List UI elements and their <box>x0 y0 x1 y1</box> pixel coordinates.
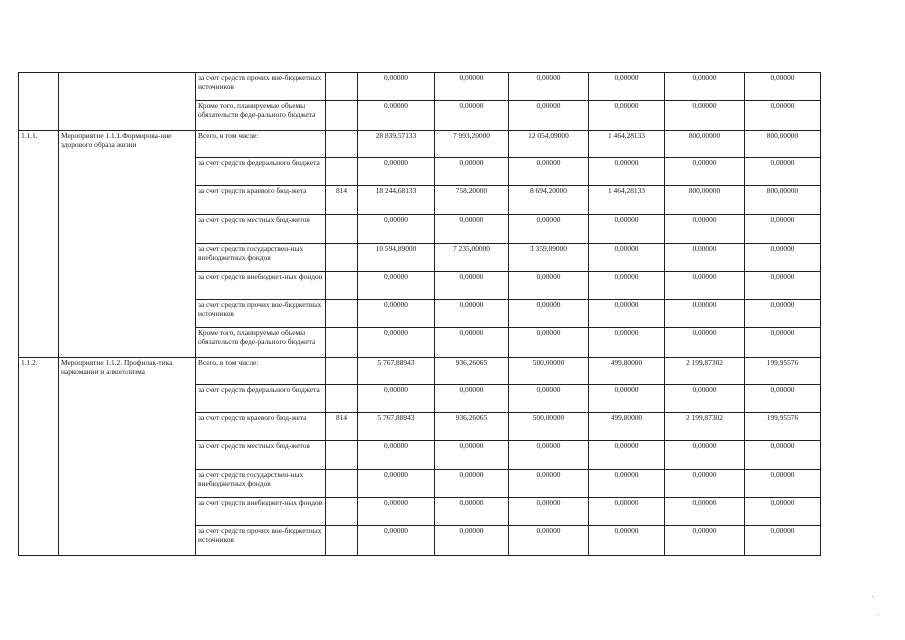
amount-cell: 0,00000 <box>745 385 821 413</box>
amount-cell: 0,00000 <box>665 526 745 556</box>
amount-cell: 10 594,89000 <box>358 244 435 272</box>
amount-cell: 800,00000 <box>745 186 821 215</box>
amount-cell: 0,00000 <box>358 158 435 186</box>
amount-cell: 0,00000 <box>745 101 821 131</box>
amount-cell: 0,00000 <box>589 470 665 498</box>
amount-cell: 7 993,20000 <box>435 131 509 158</box>
amount-cell: 0,00000 <box>358 470 435 498</box>
amount-cell: 0,00000 <box>745 526 821 556</box>
amount-cell: 0,00000 <box>665 101 745 131</box>
table-row <box>19 358 821 385</box>
amount-cell: 0,00000 <box>589 244 665 272</box>
amount-cell: 499,80000 <box>589 413 665 441</box>
amount-cell: 0,00000 <box>358 101 435 131</box>
funding-source-cell: за счет средств внебюджет-ных фондов <box>196 498 326 526</box>
grbs-code-cell <box>326 358 358 385</box>
amount-cell: 0,00000 <box>358 300 435 328</box>
amount-cell: 8 694,20000 <box>509 186 589 215</box>
amount-cell: 0,00000 <box>665 498 745 526</box>
amount-cell: 2 199,87302 <box>665 358 745 385</box>
amount-cell: 0,00000 <box>435 385 509 413</box>
amount-cell: 0,00000 <box>358 385 435 413</box>
scan-speck <box>872 596 873 597</box>
amount-cell: 1 464,28133 <box>589 131 665 158</box>
amount-cell: 0,00000 <box>665 73 745 101</box>
funding-source-cell: Кроме того, планируемые объемы обязательств феде-рального бюджета <box>196 101 326 131</box>
amount-cell: 0,00000 <box>509 158 589 186</box>
funding-source-cell: за счет средств прочих вне-бюджетных источников <box>196 300 326 328</box>
amount-cell: 499,80000 <box>589 358 665 385</box>
amount-cell: 0,00000 <box>745 498 821 526</box>
amount-cell: 0,00000 <box>589 441 665 470</box>
amount-cell: 758,20000 <box>435 186 509 215</box>
amount-cell: 0,00000 <box>435 526 509 556</box>
amount-cell: 0,00000 <box>509 73 589 101</box>
grbs-code-cell <box>326 101 358 131</box>
amount-cell: 0,00000 <box>509 215 589 244</box>
amount-cell: 0,00000 <box>435 73 509 101</box>
amount-cell: 800,00000 <box>665 131 745 158</box>
grbs-code-cell <box>326 385 358 413</box>
amount-cell: 0,00000 <box>358 526 435 556</box>
funding-source-cell: за счет средств прочих вне-бюджетных источников <box>196 73 326 101</box>
amount-cell: 0,00000 <box>665 441 745 470</box>
event-code-cell: 1.1.2. <box>19 358 59 556</box>
funding-source-cell: за счет средств внебюджет-ных фондов <box>196 272 326 300</box>
funding-source-cell: за счет средств государствен-ных внебюджетных фондов <box>196 244 326 272</box>
amount-cell: 5 767,88943 <box>358 413 435 441</box>
funding-source-cell: Всего, в том числе: <box>196 131 326 158</box>
amount-cell: 0,00000 <box>509 328 589 358</box>
funding-source-cell: за счет средств федерального бюджета <box>196 385 326 413</box>
amount-cell: 0,00000 <box>589 101 665 131</box>
grbs-code-cell <box>326 498 358 526</box>
amount-cell: 0,00000 <box>358 498 435 526</box>
amount-cell: 0,00000 <box>589 73 665 101</box>
amount-cell: 28 839,57133 <box>358 131 435 158</box>
amount-cell: 0,00000 <box>435 272 509 300</box>
grbs-code-cell <box>326 441 358 470</box>
funding-source-cell: за счет средств местных бюд-жетов <box>196 441 326 470</box>
grbs-code-cell <box>326 215 358 244</box>
grbs-code-cell <box>326 526 358 556</box>
amount-cell: 0,00000 <box>665 470 745 498</box>
budget-table-body <box>19 73 821 556</box>
amount-cell: 0,00000 <box>435 328 509 358</box>
amount-cell: 18 244,68133 <box>358 186 435 215</box>
amount-cell: 1 464,28133 <box>589 186 665 215</box>
amount-cell: 0,00000 <box>435 101 509 131</box>
amount-cell: 0,00000 <box>745 328 821 358</box>
amount-cell: 0,00000 <box>435 470 509 498</box>
amount-cell: 0,00000 <box>509 470 589 498</box>
amount-cell: 0,00000 <box>665 328 745 358</box>
grbs-code-cell: 814 <box>326 186 358 215</box>
amount-cell: 7 235,00000 <box>435 244 509 272</box>
funding-source-cell: Кроме того, планируемые объемы обязательств феде-рального бюджета <box>196 328 326 358</box>
amount-cell: 0,00000 <box>435 215 509 244</box>
event-name-cell <box>59 73 196 131</box>
amount-cell: 936,26065 <box>435 358 509 385</box>
grbs-code-cell <box>326 158 358 186</box>
amount-cell: 0,00000 <box>665 158 745 186</box>
grbs-code-cell <box>326 300 358 328</box>
funding-source-cell: за счет средств прочих вне-бюджетных источников <box>196 526 326 556</box>
amount-cell: 0,00000 <box>589 328 665 358</box>
event-code-cell <box>19 73 59 131</box>
amount-cell: 0,00000 <box>745 215 821 244</box>
amount-cell: 0,00000 <box>589 215 665 244</box>
amount-cell: 800,00000 <box>665 186 745 215</box>
event-name-cell: Мероприятие 1.1.1.Формирова-ние здорового образа жизни <box>59 131 196 358</box>
amount-cell: 0,00000 <box>358 328 435 358</box>
amount-cell: 0,00000 <box>665 300 745 328</box>
scan-speck <box>877 614 878 615</box>
amount-cell: 936,26065 <box>435 413 509 441</box>
document-page <box>18 72 821 556</box>
amount-cell: 199,95576 <box>745 358 821 385</box>
table-row <box>19 131 821 158</box>
amount-cell: 0,00000 <box>745 300 821 328</box>
amount-cell: 0,00000 <box>509 441 589 470</box>
amount-cell: 0,00000 <box>509 526 589 556</box>
funding-source-cell: Всего, в том числе: <box>196 358 326 385</box>
amount-cell: 0,00000 <box>665 244 745 272</box>
amount-cell: 0,00000 <box>589 385 665 413</box>
amount-cell: 0,00000 <box>665 385 745 413</box>
amount-cell: 0,00000 <box>745 73 821 101</box>
amount-cell: 0,00000 <box>509 385 589 413</box>
amount-cell: 0,00000 <box>358 441 435 470</box>
amount-cell: 0,00000 <box>745 470 821 498</box>
grbs-code-cell <box>326 470 358 498</box>
amount-cell: 0,00000 <box>358 272 435 300</box>
funding-source-cell: за счет средств краевого бюд-жета <box>196 186 326 215</box>
event-name-cell: Мероприятие 1.1.2. Профилак-тика наркомании и алкоголизма <box>59 358 196 556</box>
funding-source-cell: за счет средств федерального бюджета <box>196 158 326 186</box>
amount-cell: 0,00000 <box>509 300 589 328</box>
amount-cell: 0,00000 <box>589 498 665 526</box>
grbs-code-cell <box>326 73 358 101</box>
amount-cell: 0,00000 <box>509 272 589 300</box>
grbs-code-cell: 814 <box>326 413 358 441</box>
amount-cell: 0,00000 <box>435 158 509 186</box>
amount-cell: 2 199,87302 <box>665 413 745 441</box>
amount-cell: 0,00000 <box>358 73 435 101</box>
amount-cell: 0,00000 <box>589 272 665 300</box>
amount-cell: 3 359,89000 <box>509 244 589 272</box>
amount-cell: 0,00000 <box>589 300 665 328</box>
grbs-code-cell <box>326 272 358 300</box>
amount-cell: 0,00000 <box>509 498 589 526</box>
amount-cell: 800,00000 <box>745 131 821 158</box>
amount-cell: 0,00000 <box>435 300 509 328</box>
amount-cell: 5 767,88943 <box>358 358 435 385</box>
amount-cell: 0,00000 <box>435 441 509 470</box>
funding-source-cell: за счет средств краевого бюд-жета <box>196 413 326 441</box>
amount-cell: 0,00000 <box>665 272 745 300</box>
amount-cell: 0,00000 <box>435 498 509 526</box>
amount-cell: 0,00000 <box>745 272 821 300</box>
grbs-code-cell <box>326 131 358 158</box>
budget-table <box>18 72 821 556</box>
grbs-code-cell <box>326 244 358 272</box>
amount-cell: 0,00000 <box>665 215 745 244</box>
grbs-code-cell <box>326 328 358 358</box>
amount-cell: 500,00000 <box>509 358 589 385</box>
amount-cell: 0,00000 <box>745 244 821 272</box>
amount-cell: 12 054,09000 <box>509 131 589 158</box>
amount-cell: 0,00000 <box>509 101 589 131</box>
event-code-cell: 1.1.1. <box>19 131 59 358</box>
table-row <box>19 73 821 101</box>
amount-cell: 0,00000 <box>589 158 665 186</box>
amount-cell: 0,00000 <box>589 526 665 556</box>
funding-source-cell: за счет средств государствен-ных внебюджетных фондов <box>196 470 326 498</box>
amount-cell: 0,00000 <box>358 215 435 244</box>
amount-cell: 0,00000 <box>745 441 821 470</box>
amount-cell: 199,95576 <box>745 413 821 441</box>
amount-cell: 500,00000 <box>509 413 589 441</box>
funding-source-cell: за счет средств местных бюд-жетов <box>196 215 326 244</box>
amount-cell: 0,00000 <box>745 158 821 186</box>
